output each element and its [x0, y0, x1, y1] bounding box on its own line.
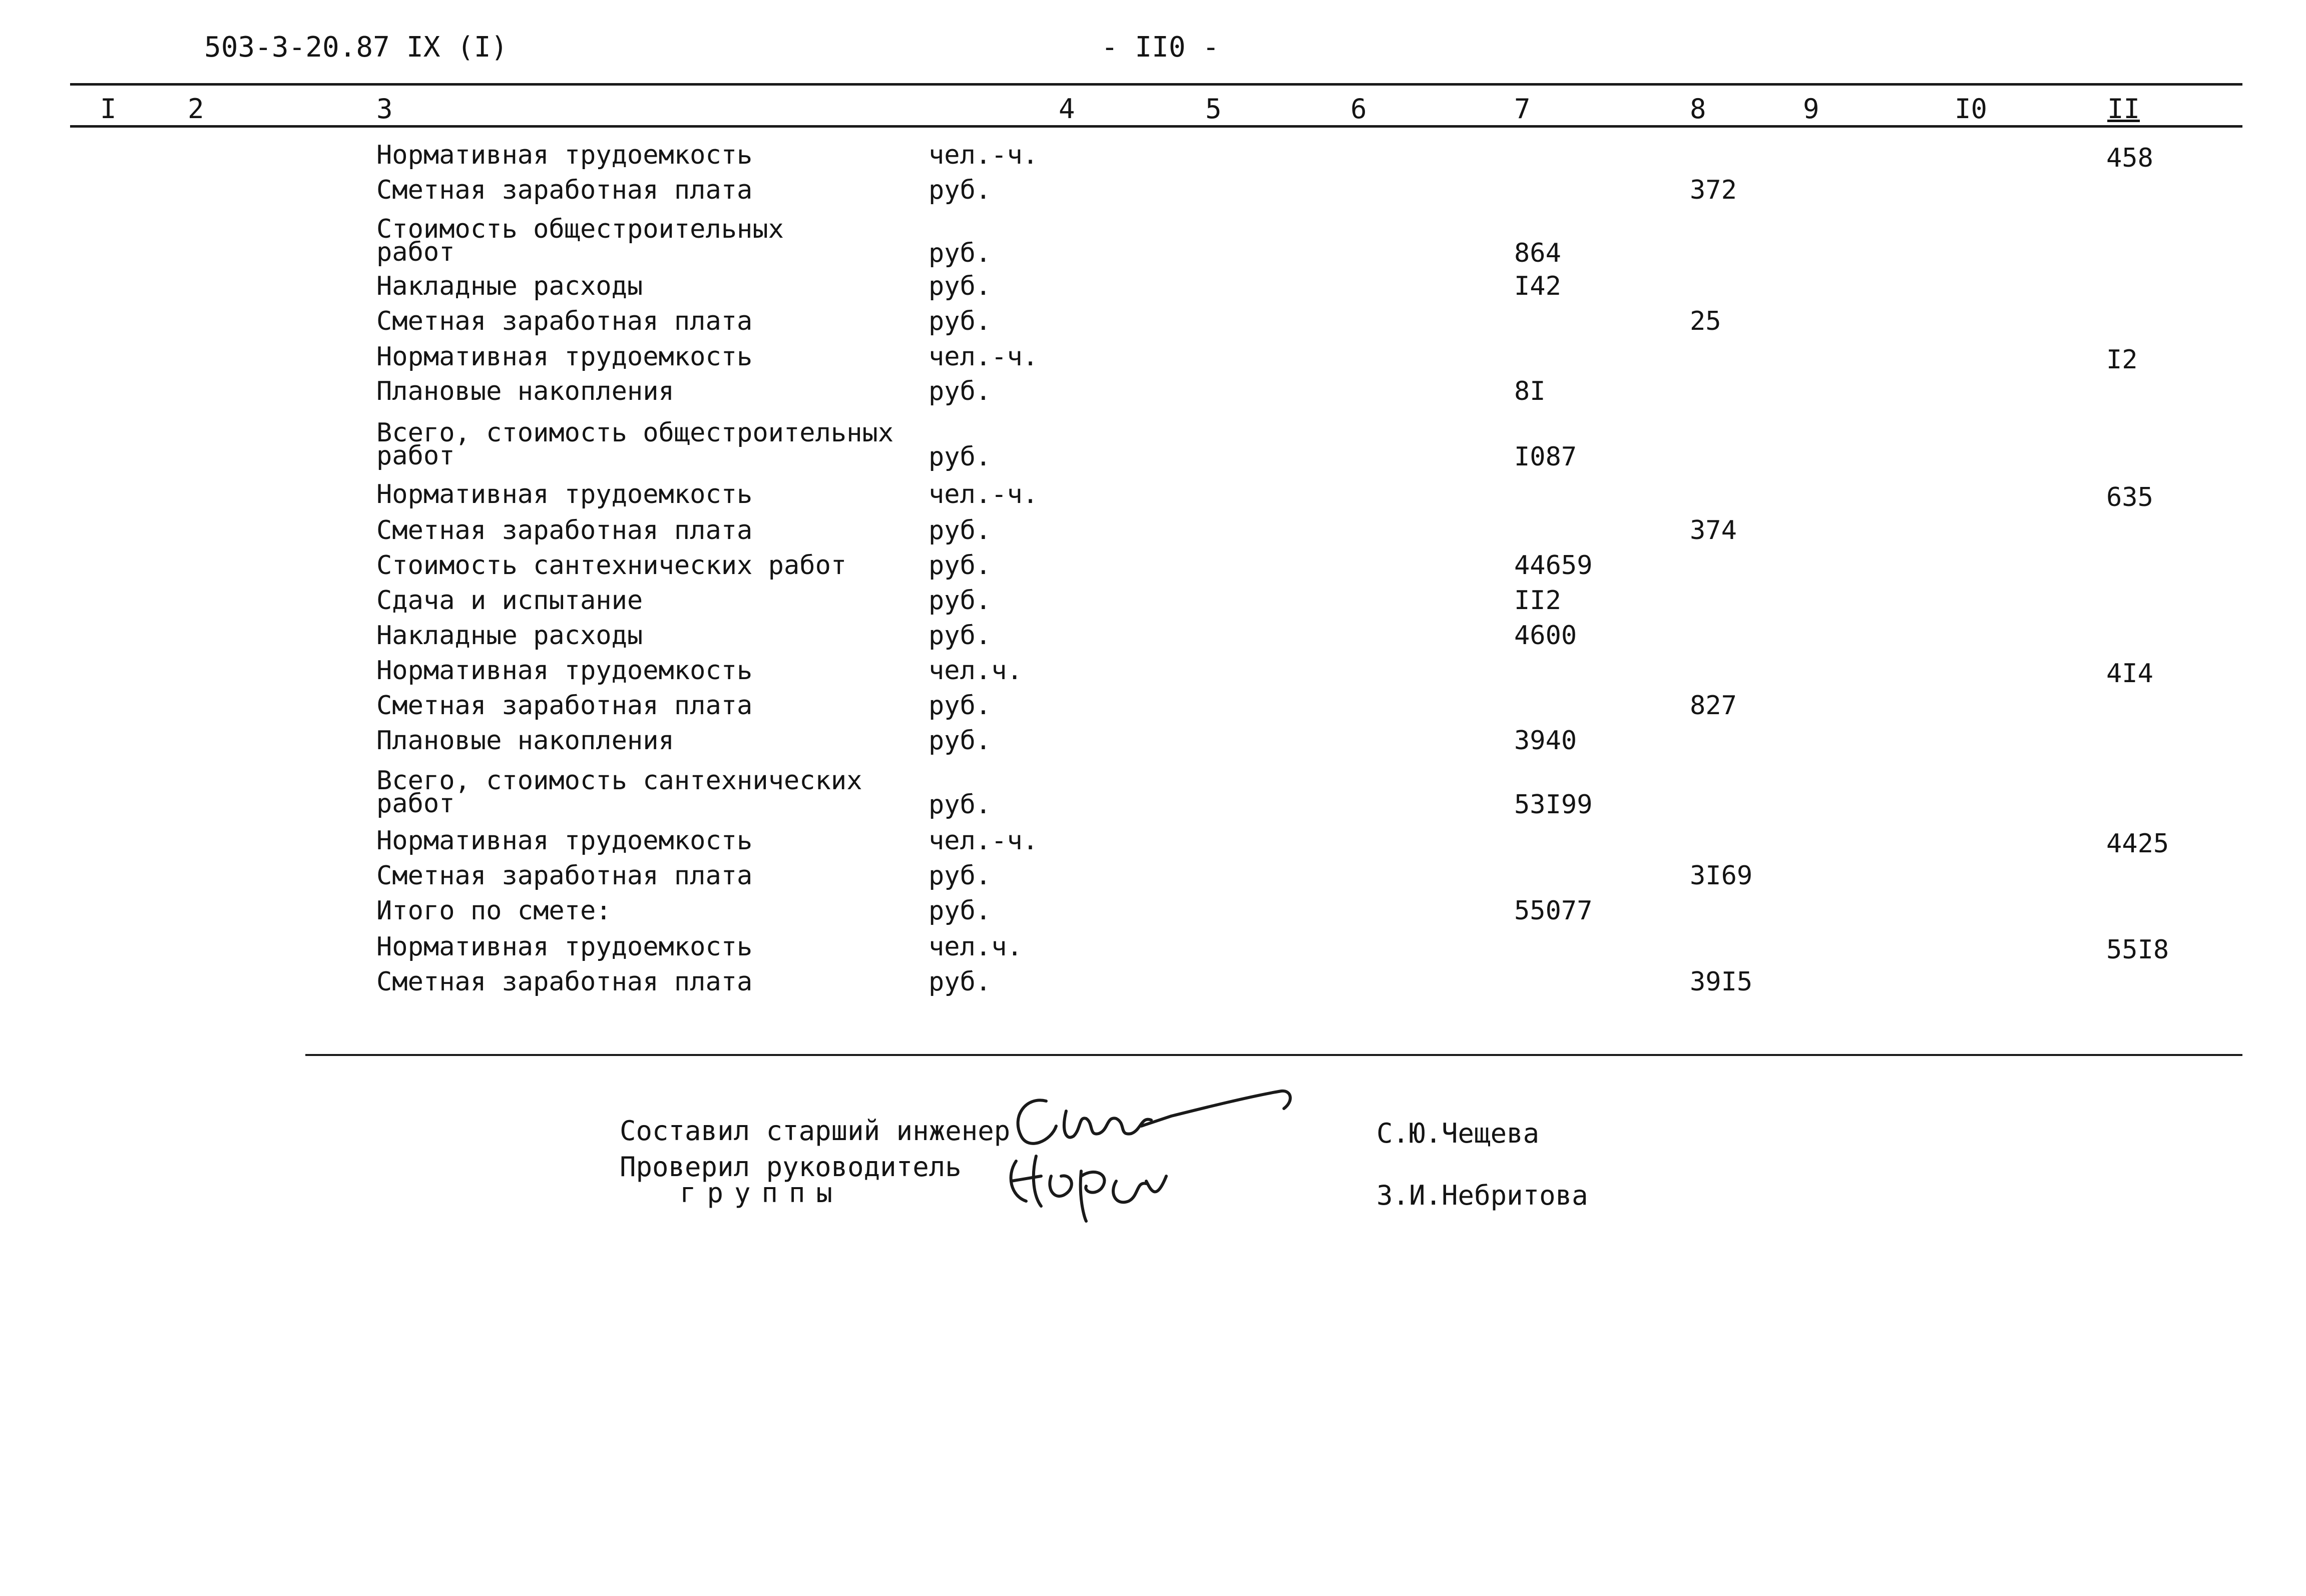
table-row [0, 515, 2306, 546]
table-row [0, 896, 2306, 926]
unit-cell: руб. [929, 376, 992, 406]
table-row [0, 376, 2306, 406]
item-name: Нормативная трудоемкость [376, 342, 753, 372]
item-name: Стоимость сантехнических работ [376, 551, 847, 581]
table-row [0, 479, 2306, 512]
table-row [0, 306, 2306, 336]
table-bottom-rule [305, 1054, 2242, 1056]
table-row [0, 342, 2306, 375]
labor-cell: 55I8 [2106, 935, 2169, 965]
unit-cell: руб. [929, 896, 992, 926]
cost-cell: II2 [1514, 586, 1561, 616]
cost-cell: 3940 [1514, 726, 1577, 756]
unit-cell: чел.-ч. [929, 140, 1039, 170]
page-number: - II0 - [1101, 31, 1220, 64]
item-name: Сметная заработная плата [376, 175, 753, 205]
item-name: Сметная заработная плата [376, 967, 753, 997]
table-top-rule [70, 83, 2242, 86]
table-row [0, 656, 2306, 689]
item-name: Всего, стоимость сантехнических [376, 766, 862, 796]
wage-cell: 39I5 [1690, 967, 1753, 997]
table-row [0, 766, 2306, 820]
item-name: Плановые накопления [376, 376, 674, 406]
unit-cell: чел.ч. [929, 656, 1023, 686]
wage-cell: 374 [1690, 515, 1737, 546]
column-number: I0 [1955, 93, 1988, 125]
table-row [0, 967, 2306, 997]
unit-cell: руб. [929, 726, 992, 756]
item-name: Сдача и испытание [376, 586, 643, 616]
table-row [0, 175, 2306, 205]
item-name: Накладные расходы [376, 271, 643, 301]
table-row [0, 691, 2306, 721]
table-row [0, 140, 2306, 173]
unit-cell: руб. [929, 691, 992, 721]
item-name: Всего, стоимость общестроительных [376, 418, 894, 448]
item-name-continued: работ [376, 237, 455, 267]
labor-cell: 4425 [2106, 829, 2169, 859]
checker-name: З.И.Небритова [1376, 1180, 1588, 1211]
unit-cell: руб. [929, 586, 992, 616]
labor-cell: 4I4 [2106, 659, 2153, 689]
wage-cell: 25 [1690, 306, 1721, 336]
unit-cell: руб. [929, 967, 992, 997]
table-row [0, 726, 2306, 756]
unit-cell: чел.-ч. [929, 826, 1039, 856]
labor-cell: I2 [2106, 345, 2138, 375]
unit-cell: чел.-ч. [929, 342, 1039, 372]
column-number: 9 [1803, 93, 1819, 125]
checked-by-label-cont: группы [680, 1177, 844, 1209]
unit-cell: руб. [929, 442, 992, 472]
column-number: 3 [376, 93, 393, 125]
item-name: Сметная заработная плата [376, 861, 753, 891]
item-name-continued: работ [376, 789, 455, 819]
wage-cell: 827 [1690, 691, 1737, 721]
compiler-name: С.Ю.Чещева [1376, 1118, 1540, 1149]
column-number: 7 [1514, 93, 1531, 125]
item-name: Плановые накопления [376, 726, 674, 756]
table-row [0, 826, 2306, 859]
cost-cell: 8I [1514, 376, 1546, 406]
item-name: Нормативная трудоемкость [376, 932, 753, 962]
document-code: 503-3-20.87 [204, 31, 390, 64]
column-number: I [100, 93, 117, 125]
unit-cell: чел.-ч. [929, 479, 1039, 509]
column-number: 2 [188, 93, 204, 125]
table-row [0, 551, 2306, 581]
cost-cell: 44659 [1514, 551, 1593, 581]
table-row [0, 271, 2306, 301]
labor-cell: 458 [2106, 143, 2153, 173]
table-row [0, 418, 2306, 472]
cost-cell: I087 [1514, 442, 1577, 472]
column-number: II [2107, 93, 2140, 125]
item-name-continued: работ [376, 441, 455, 471]
item-name: Нормативная трудоемкость [376, 826, 753, 856]
cost-cell: 53I99 [1514, 790, 1593, 820]
item-name: Итого по смете: [376, 896, 612, 926]
signature-checker [996, 1146, 1206, 1226]
unit-cell: руб. [929, 861, 992, 891]
table-row [0, 621, 2306, 651]
column-number: 4 [1059, 93, 1075, 125]
unit-cell: руб. [929, 790, 992, 820]
item-name: Нормативная трудоемкость [376, 479, 753, 509]
unit-cell: руб. [929, 271, 992, 301]
column-number: 5 [1205, 93, 1222, 125]
compiled-by-label: Составил старший инженер [620, 1115, 1011, 1147]
unit-cell: руб. [929, 175, 992, 205]
wage-cell: 3I69 [1690, 861, 1753, 891]
table-row [0, 586, 2306, 616]
column-number: 6 [1350, 93, 1367, 125]
table-row [0, 214, 2306, 268]
unit-cell: руб. [929, 551, 992, 581]
item-name: Сметная заработная плата [376, 306, 753, 336]
unit-cell: руб. [929, 306, 992, 336]
unit-cell: руб. [929, 621, 992, 651]
item-name: Сметная заработная плата [376, 515, 753, 546]
unit-cell: руб. [929, 515, 992, 546]
item-name: Нормативная трудоемкость [376, 140, 753, 170]
item-name: Нормативная трудоемкость [376, 656, 753, 686]
labor-cell: 635 [2106, 482, 2153, 512]
table-row [0, 861, 2306, 891]
cost-cell: 864 [1514, 238, 1561, 268]
checked-by-label: Проверил руководитель [620, 1151, 962, 1183]
wage-cell: 372 [1690, 175, 1737, 205]
table-row [0, 932, 2306, 965]
item-name: Стоимость общестроительных [376, 214, 784, 244]
cost-cell: I42 [1514, 271, 1561, 301]
unit-cell: чел.ч. [929, 932, 1023, 962]
item-name: Сметная заработная плата [376, 691, 753, 721]
section-label: IX (I) [406, 31, 508, 64]
item-name: Накладные расходы [376, 621, 643, 651]
table-header-rule [70, 125, 2242, 128]
cost-cell: 55077 [1514, 896, 1593, 926]
unit-cell: руб. [929, 238, 992, 268]
column-number: 8 [1690, 93, 1706, 125]
cost-cell: 4600 [1514, 621, 1577, 651]
